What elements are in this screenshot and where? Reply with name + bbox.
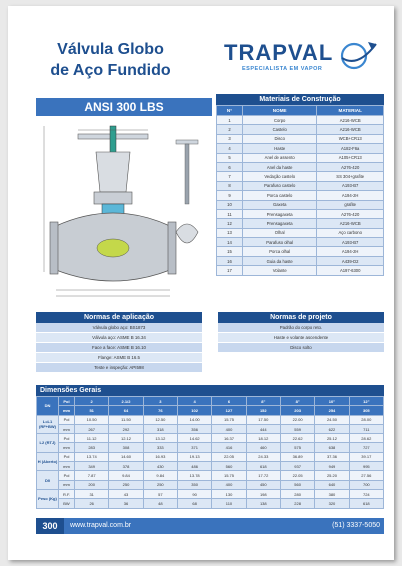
materials-cell-name: Corpo	[243, 116, 317, 125]
materials-cell-number: 11	[217, 209, 243, 218]
dimensoes-cell: 9.84	[109, 471, 143, 480]
dimensoes-cell: 560	[212, 462, 246, 471]
title-line-1: Válvula Globo	[57, 41, 164, 58]
dimensoes-header-pol	[37, 397, 384, 406]
materials-table	[216, 105, 384, 276]
materials-cell-name: Parafuso olhal	[243, 238, 317, 247]
materials-cell-name: Vedação castelo	[243, 172, 317, 181]
dimensoes-cell: 57	[143, 489, 177, 498]
materials-row	[217, 191, 384, 200]
materials-title: Materiais de Construção	[216, 94, 384, 105]
materials-cell-number: 2	[217, 125, 243, 134]
normas-aplicacao-item: Válvula globo aço: BS1873	[36, 323, 202, 333]
dimensoes-cell: 560	[280, 480, 314, 489]
dimensoes-header-cell: 6	[212, 397, 246, 406]
materials-cell-name: Castelo	[243, 125, 317, 134]
dimensoes-cell: 17.72	[246, 471, 280, 480]
dimensoes-cell: 444	[246, 424, 280, 433]
dimensoes-header-cell: 8"	[246, 397, 280, 406]
materials-cell-material: A276-420	[317, 209, 384, 218]
materials-panel	[216, 94, 384, 276]
dimensoes-header-cell: 51	[75, 406, 109, 415]
materials-cell-material: A197-6300	[317, 266, 384, 275]
dimensoes-cell: 575	[280, 443, 314, 452]
dimensoes-header-cell: 2	[75, 397, 109, 406]
dimensoes-cell: 356	[177, 424, 211, 433]
dimensoes-cell: 267	[75, 424, 109, 433]
materials-cell-material: A194-2H	[317, 247, 384, 256]
materials-cell-material: A216-WCB	[317, 219, 384, 228]
dimensoes-cell: Pol	[59, 415, 75, 424]
dimensoes-cell: 39.17	[349, 452, 383, 461]
dimensoes-row-label: L=L1 (RF+BW)	[37, 415, 59, 434]
materials-cell-number: 17	[217, 266, 243, 275]
ansi-class-bar: ANSI 300 LBS	[36, 98, 212, 116]
materials-row	[217, 162, 384, 171]
dimensoes-cell: R.F.	[59, 489, 75, 498]
dimensoes-cell: 200	[75, 480, 109, 489]
materials-cell-material: A105+CR13	[317, 153, 384, 162]
dimensoes-header-cell: 3	[143, 397, 177, 406]
materials-row	[217, 238, 384, 247]
dimensoes-header-cell: Pol	[59, 397, 75, 406]
catalog-page	[8, 6, 394, 560]
dimensoes-cell: 24.50	[315, 415, 349, 424]
dimensoes-cell: 937	[280, 462, 314, 471]
materials-row	[217, 181, 384, 190]
dimensoes-cell: 995	[349, 462, 383, 471]
materials-cell-number: 3	[217, 134, 243, 143]
dimensoes-cell: 700	[349, 480, 383, 489]
dimensoes-row	[37, 443, 384, 452]
dimensoes-cell: 12.12	[109, 434, 143, 443]
materials-row	[217, 256, 384, 265]
dimensoes-cell: 380	[315, 489, 349, 498]
materials-cell-number: 9	[217, 191, 243, 200]
dimensoes-cell: 13.78	[177, 471, 211, 480]
normas-aplicacao-item: Face a face: ASME B 16.10	[36, 343, 202, 353]
dimensoes-cell: 138	[246, 499, 280, 508]
dimensoes-cell: 24.33	[246, 452, 280, 461]
materials-cell-material: grafite	[317, 200, 384, 209]
dimensoes-cell: Pol	[59, 434, 75, 443]
materials-cell-material: A194-2H	[317, 191, 384, 200]
dimensoes-header-cell: 64	[109, 406, 143, 415]
dimensoes-cell: 90	[177, 489, 211, 498]
dimensoes-cell: 48	[143, 499, 177, 508]
normas-aplicacao-item: Flange: ASME B 16.5	[36, 353, 202, 363]
dimensoes-cell: 14.00	[177, 415, 211, 424]
dimensoes-row	[37, 499, 384, 508]
dimensoes-row	[37, 471, 384, 480]
dimensoes-cell: 228	[280, 499, 314, 508]
dimensoes-panel	[36, 385, 384, 509]
dimensoes-header-cell: 10"	[315, 397, 349, 406]
materials-cell-number: 1	[217, 116, 243, 125]
dimensoes-row	[37, 489, 384, 498]
dimensoes-title: Dimensões Gerais	[36, 385, 384, 396]
dimensoes-header-cell: 152	[246, 406, 280, 415]
dimensoes-cell: 618	[349, 499, 383, 508]
dimensoes-cell: 14.60	[109, 452, 143, 461]
materials-cell-name: Disco	[243, 134, 317, 143]
page-title	[8, 39, 213, 81]
dimensoes-cell: 450	[246, 480, 280, 489]
materials-cell-material: A182-F6a	[317, 144, 384, 153]
materials-cell-material: SS 304+grafite	[317, 172, 384, 181]
materials-cell-number: 5	[217, 153, 243, 162]
page-footer	[36, 518, 384, 534]
dimensoes-header-cell: 203	[280, 406, 314, 415]
dimensoes-cell: 16.93	[143, 452, 177, 461]
dimensoes-cell: 37.36	[315, 452, 349, 461]
dimensoes-cell: 7.87	[75, 471, 109, 480]
materials-cell-name: Olhal	[243, 228, 317, 237]
materials-cell-number: 15	[217, 247, 243, 256]
dimensoes-cell: 638	[315, 443, 349, 452]
materials-cell-material: Aço carbono	[317, 228, 384, 237]
dimensoes-cell: 622	[315, 424, 349, 433]
dimensoes-header-cell: mm	[59, 406, 75, 415]
dimensoes-cell: 198	[246, 489, 280, 498]
dimensoes-cell: 11.12	[75, 434, 109, 443]
dimensoes-cell: Pol	[59, 452, 75, 461]
dimensoes-cell: 16.37	[212, 434, 246, 443]
dimensoes-row-label: D0	[37, 471, 59, 490]
materials-cell-name: Haste	[243, 144, 317, 153]
dimensoes-cell: 22.00	[280, 415, 314, 424]
materials-cell-number: 6	[217, 162, 243, 171]
dimensoes-cell: 618	[246, 462, 280, 471]
dimensoes-header-cell: 254	[315, 406, 349, 415]
materials-cell-name: Porca olhal	[243, 247, 317, 256]
dimensoes-cell: 19.13	[177, 452, 211, 461]
dimensoes-cell: 28.62	[349, 434, 383, 443]
dimensoes-cell: 15.75	[212, 471, 246, 480]
dimensoes-cell: 15.75	[212, 415, 246, 424]
materials-row	[217, 153, 384, 162]
normas-projeto-title: Normas de projeto	[218, 312, 384, 323]
dimensoes-cell: 250	[109, 480, 143, 489]
footer-phone: (51) 3337-5050	[332, 522, 380, 529]
dimensoes-row	[37, 462, 384, 471]
dimensoes-cell: 292	[109, 424, 143, 433]
materials-cell-number: 13	[217, 228, 243, 237]
materials-cell-number: 10	[217, 200, 243, 209]
materials-cell-name: Gaxeta	[243, 200, 317, 209]
materials-cell-name: Prensagaxeta	[243, 219, 317, 228]
dimensoes-cell: 36.89	[280, 452, 314, 461]
dimensoes-cell: 333	[143, 443, 177, 452]
materials-cell-number: 4	[217, 144, 243, 153]
materials-col-number: N°	[217, 106, 243, 116]
dimensoes-cell: 31	[75, 489, 109, 498]
dimensoes-cell: 27.56	[349, 471, 383, 480]
dimensoes-header-cell: 127	[212, 406, 246, 415]
dimensoes-cell: mm	[59, 443, 75, 452]
materials-row	[217, 266, 384, 275]
dimensoes-cell: 640	[315, 480, 349, 489]
dimensoes-cell: 28.00	[349, 415, 383, 424]
dimensoes-cell: 130	[212, 489, 246, 498]
materials-cell-material: A439-D2	[317, 256, 384, 265]
materials-row	[217, 134, 384, 143]
materials-row	[217, 209, 384, 218]
title-line-2: de Aço Fundido	[50, 62, 171, 79]
normas-projeto-item: Haste e volante ascendente	[218, 333, 384, 343]
materials-row	[217, 247, 384, 256]
normas-projeto-item: Padrão do corpo reto.	[218, 323, 384, 333]
materials-row	[217, 125, 384, 134]
materials-cell-name: Guia da haste	[243, 256, 317, 265]
dimensoes-cell: BW	[59, 499, 75, 508]
dimensoes-row	[37, 480, 384, 489]
dimensoes-cell: 12.50	[143, 415, 177, 424]
materials-cell-name: Anel da haste	[243, 162, 317, 171]
materials-cell-material: A193-B7	[317, 181, 384, 190]
valve-cross-section-drawing	[36, 122, 212, 300]
dimensoes-cell: 400	[212, 424, 246, 433]
dimensoes-row-label: L2 (RTJ)	[37, 434, 59, 453]
normas-projeto-item: Disco solto	[218, 343, 384, 353]
materials-cell-number: 16	[217, 256, 243, 265]
materials-row	[217, 144, 384, 153]
dimensoes-cell: 460	[246, 443, 280, 452]
dimensoes-cell: mm	[59, 424, 75, 433]
dimensoes-header-mm	[37, 406, 384, 415]
dimensoes-cell: 36	[109, 499, 143, 508]
materials-row	[217, 228, 384, 237]
dimensoes-cell: 13.74	[75, 452, 109, 461]
dimensoes-cell: 26	[75, 499, 109, 508]
materials-cell-name: Anel de assento	[243, 153, 317, 162]
dimensoes-cell: 25.12	[315, 434, 349, 443]
dimensoes-cell: 22.05	[280, 471, 314, 480]
dimensoes-cell: 320	[315, 499, 349, 508]
dimensoes-cell: mm	[59, 462, 75, 471]
materials-row	[217, 172, 384, 181]
materials-cell-name: Prensagaxeta	[243, 209, 317, 218]
materials-row	[217, 200, 384, 209]
dimensoes-cell: 318	[143, 424, 177, 433]
dimensoes-header-cell: 8"	[280, 397, 314, 406]
dimensoes-cell: mm	[59, 480, 75, 489]
dimensoes-cell: 308	[109, 443, 143, 452]
normas-aplicacao-title: Normas de aplicação	[36, 312, 202, 323]
materials-cell-material: WCB+CR13	[317, 134, 384, 143]
logo-tagline: ESPECIALISTA EM VAPOR	[242, 66, 323, 72]
trapval-logo	[220, 38, 380, 80]
dimensoes-cell: 724	[349, 489, 383, 498]
materials-cell-material: A193-B7	[317, 238, 384, 247]
dimensoes-cell: 371	[177, 443, 211, 452]
dimensoes-cell: 349	[75, 462, 109, 471]
dimensoes-cell: 14.62	[177, 434, 211, 443]
dimensoes-row-label: Peso (Kg)	[37, 489, 59, 508]
dimensoes-cell: 711	[349, 424, 383, 433]
materials-cell-name: Volante	[243, 266, 317, 275]
materials-cell-material: A216-WCB	[317, 125, 384, 134]
materials-col-name: NOME	[243, 106, 317, 116]
dimensoes-cell: 416	[212, 443, 246, 452]
dimensoes-row	[37, 434, 384, 443]
dimensoes-cell: 22.62	[280, 434, 314, 443]
materials-cell-number: 8	[217, 181, 243, 190]
materials-cell-number: 12	[217, 219, 243, 228]
dimensoes-cell: 559	[280, 424, 314, 433]
dimensoes-cell: 283	[75, 443, 109, 452]
normas-aplicacao-item: Válvula aço: ASME B 16.34	[36, 333, 202, 343]
materials-row	[217, 116, 384, 125]
dimensoes-cell: 9.84	[143, 471, 177, 480]
dimensoes-row	[37, 415, 384, 424]
dimensoes-header-cell: 102	[177, 406, 211, 415]
dimensoes-cell: 10.50	[75, 415, 109, 424]
dimensoes-cell: 280	[280, 489, 314, 498]
dimensoes-cell: 250	[143, 480, 177, 489]
dimensoes-cell: Pol	[59, 471, 75, 480]
dimensoes-cell: 110	[212, 499, 246, 508]
page-number: 300	[36, 518, 64, 534]
dimensoes-cell: 727	[349, 443, 383, 452]
footer-website: www.trapval.com.br	[70, 522, 132, 529]
materials-row	[217, 219, 384, 228]
normas-aplicacao-item: Teste e inspeção: API598	[36, 363, 202, 373]
materials-cell-number: 14	[217, 238, 243, 247]
dimensoes-header-cell: 12"	[349, 397, 383, 406]
dimensoes-cell: 11.50	[109, 415, 143, 424]
dimensoes-header-cell: 2.1/2	[109, 397, 143, 406]
dimensoes-cell: 430	[143, 462, 177, 471]
materials-cell-material: A216-WCB	[317, 116, 384, 125]
dimensoes-cell: 17.50	[246, 415, 280, 424]
dimensoes-cell: 949	[315, 462, 349, 471]
dimensoes-table	[36, 396, 384, 509]
dimensoes-row-label: H (Aberto)	[37, 452, 59, 471]
dimensoes-row	[37, 424, 384, 433]
dimensoes-cell: 68	[177, 499, 211, 508]
dimensoes-dn-label: DN	[37, 397, 59, 416]
dimensoes-cell: 350	[177, 480, 211, 489]
dimensoes-cell: 43	[109, 489, 143, 498]
globe-swoosh-icon	[338, 38, 378, 74]
dimensoes-cell: 25.20	[315, 471, 349, 480]
materials-cell-number: 7	[217, 172, 243, 181]
dimensoes-header-cell: 4	[177, 397, 211, 406]
dimensoes-cell: 486	[177, 462, 211, 471]
dimensoes-cell: 378	[109, 462, 143, 471]
materials-cell-name: Porca castelo	[243, 191, 317, 200]
normas-aplicacao-panel	[36, 312, 202, 373]
normas-projeto-panel	[218, 312, 384, 353]
materials-col-material: MATERIAL	[317, 106, 384, 116]
dimensoes-cell: 400	[212, 480, 246, 489]
dimensoes-row	[37, 452, 384, 461]
dimensoes-header-cell: 305	[349, 406, 383, 415]
materials-cell-name: Parafuso castelo	[243, 181, 317, 190]
dimensoes-cell: 18.12	[246, 434, 280, 443]
dimensoes-cell: 13.12	[143, 434, 177, 443]
materials-cell-material: A276-420	[317, 162, 384, 171]
dimensoes-header-cell: 76	[143, 406, 177, 415]
dimensoes-cell: 22.05	[212, 452, 246, 461]
logo-wordmark: TRAPVAL	[224, 40, 334, 65]
